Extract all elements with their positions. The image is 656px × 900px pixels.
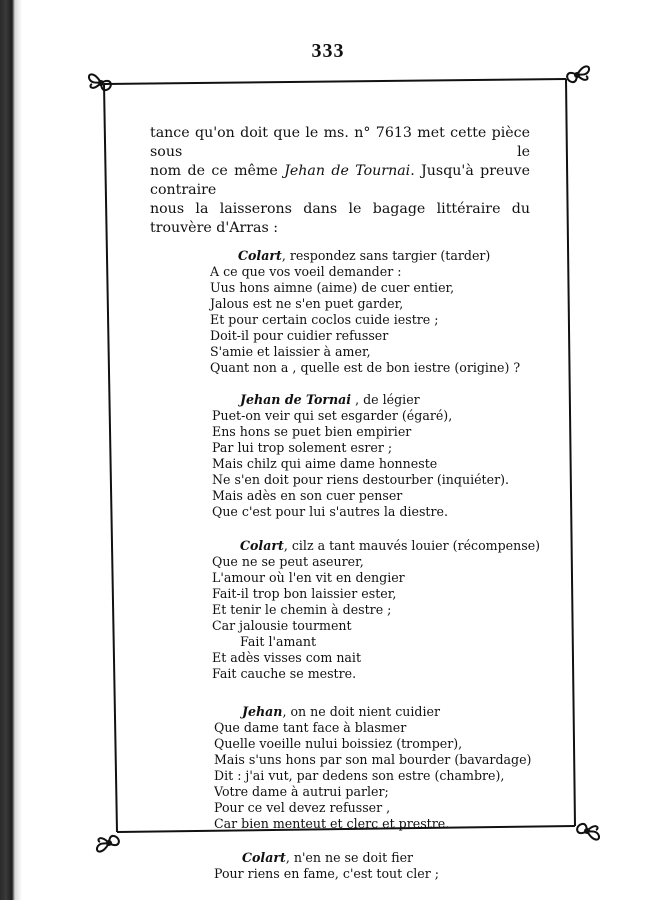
verse-line: Doit-il pour cuidier refusser	[210, 328, 389, 343]
verse-line: Ne s'en doit pour riens destourber (inquiéter).	[212, 472, 510, 487]
verse-line: Fait cauche se mestre.	[212, 666, 357, 681]
speaker-name: Jehan de Tornai	[240, 392, 352, 407]
stanza-first-line	[210, 248, 530, 264]
verse-line: Dit : j'ai vut, par dedens son estre (chambre),	[214, 768, 505, 783]
author-name: Jehan de Tournai	[284, 163, 411, 179]
stanza-first-line-text: , respondez sans targier (tarder)	[281, 248, 491, 263]
verse-line: Et tenir le chemin à destre ;	[212, 602, 392, 617]
poem-stanza	[214, 850, 530, 882]
stanza-first-line-text: , n'en ne se doit fier	[285, 850, 414, 865]
speaker-name: Colart	[242, 850, 286, 865]
verse-line: Que c'est pour lui s'autres la diestre.	[212, 504, 448, 519]
verse-line: Mais adès en son cuer penser	[212, 488, 403, 503]
stanza-first-line-text: , cilz a tant mauvés louier (récompense)	[283, 538, 541, 553]
verse-line: Que dame tant face à blasmer	[214, 720, 407, 735]
stanza-first-line	[214, 850, 530, 866]
verse-line: Fait-il trop bon laissier ester,	[212, 586, 397, 601]
stanza-first-line-text: , de légier	[351, 392, 420, 407]
verse-line: L'amour où l'en vit en dengier	[212, 570, 405, 585]
poem-stanza	[210, 248, 530, 376]
verse-line: Jalous est ne s'en puet garder,	[210, 296, 404, 311]
corner-ornament-icon	[92, 826, 126, 860]
verse-line: Car jalousie tourment	[212, 618, 352, 633]
verse-line: Uus hons aimne (aime) de cuer entier,	[210, 280, 455, 295]
verse-line: Car bien menteut et clerc et prestre.	[214, 816, 450, 831]
corner-ornament-icon	[84, 66, 118, 100]
stanza-first-line-text: , on ne doit nient cuidier	[282, 704, 440, 719]
page-number: 333	[311, 40, 345, 62]
intro-line: nom de ce même Jehan de Tournai. Jusqu'à preuve contraire	[150, 163, 530, 198]
verse-line: Pour riens en fame, c'est tout cler ;	[214, 866, 440, 881]
verse-line: Et adès visses com nait	[212, 650, 362, 665]
verse-line: Mais chilz qui aime dame honneste	[212, 456, 438, 471]
verse-line: Mais s'uns hons par son mal bourder (bavardage)	[214, 752, 532, 767]
verse-line: Puet-on veir qui set esgarder (égaré),	[212, 408, 453, 423]
verse-line: Votre dame à autrui parler;	[214, 784, 389, 799]
verse-line: Par lui trop solement esrer ;	[212, 440, 393, 455]
verse-line: S'amie et laissier à amer,	[210, 344, 371, 359]
speaker-name: Jehan	[242, 704, 283, 719]
verse-line: Que ne se peut aseurer,	[212, 554, 364, 569]
verse-line: Pour ce vel devez refusser ,	[214, 800, 391, 815]
stanza-first-line	[214, 704, 530, 720]
poem	[150, 248, 541, 882]
intro-line: tance qu'on doit que le ms. n° 7613 met cette pièce sous le	[150, 125, 530, 160]
verse-line: Fait l'amant	[240, 634, 317, 649]
verse-line: Et pour certain coclos cuide iestre ;	[210, 312, 439, 327]
corner-ornament-icon	[570, 814, 604, 848]
intro-line: nous la laisserons dans le bagage littéraire du trouvère d'Arras :	[150, 201, 530, 236]
poem-stanza	[212, 538, 541, 682]
poem-stanza	[212, 392, 530, 520]
verse-line: Quant non a , quelle est de bon iestre (origine) ?	[210, 360, 521, 375]
verse-line: Quelle voeille nului boissiez (tromper),	[214, 736, 463, 751]
speaker-name: Colart	[240, 538, 284, 553]
intro-paragraph	[150, 124, 530, 238]
page-content	[150, 124, 541, 882]
verse-line: A ce que vos voeil demander :	[210, 264, 402, 279]
speaker-name: Colart	[238, 248, 282, 263]
stanza-first-line	[212, 392, 530, 408]
poem-stanza	[214, 704, 530, 832]
verse-line: Ens hons se puet bien empirier	[212, 424, 412, 439]
stanza-first-line	[212, 538, 541, 554]
corner-ornament-icon	[560, 58, 594, 92]
